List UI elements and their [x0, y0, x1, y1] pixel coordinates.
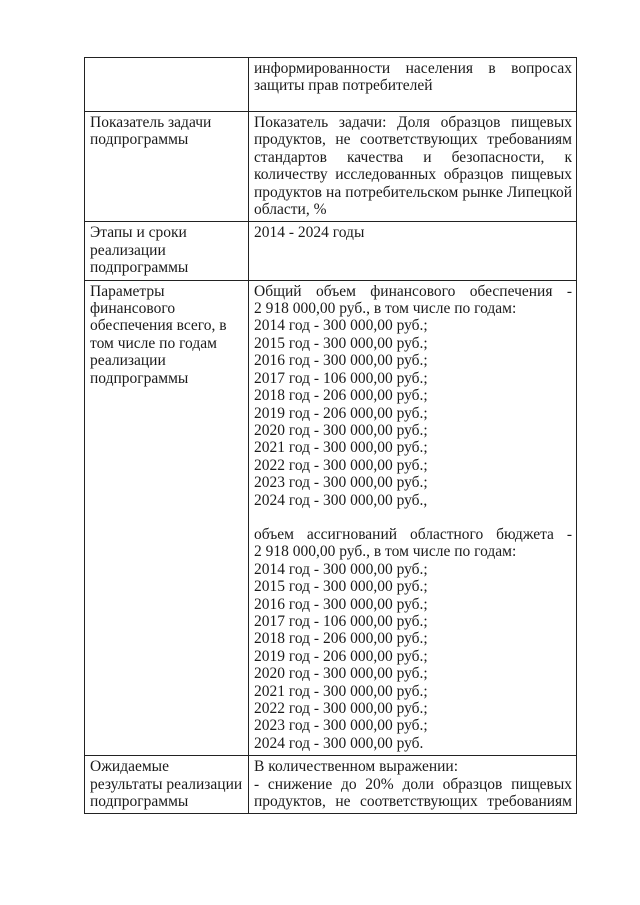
year-list: [254, 561, 572, 752]
year-amount: 2024 год - 300 000,00 руб.: [254, 734, 424, 752]
year-amount: 2021 год - 300 000,00 руб.;: [254, 682, 428, 700]
passport-table: [84, 57, 577, 814]
table-row: [85, 280, 577, 756]
spacer: [254, 509, 572, 526]
year-amount: 2020 год - 300 000,00 руб.;: [254, 421, 428, 439]
text-line: защиты прав потребителей: [254, 77, 433, 95]
year-amount: 2017 год - 106 000,00 руб.;: [254, 369, 428, 387]
year-amount: 2014 год - 300 000,00 руб.;: [254, 560, 428, 578]
year-amount: 2017 год - 106 000,00 руб.;: [254, 612, 428, 630]
year-amount: 2016 год - 300 000,00 руб.;: [254, 352, 428, 370]
row-value: 2014 - 2024 годы: [249, 222, 577, 280]
row-label: Параметры финансового обеспечения всего, в том числе по годам реализации подпрограммы: [85, 280, 249, 756]
text-line: продуктов, не соответствующих требованиям: [254, 131, 572, 149]
year-amount: 2019 год - 206 000,00 руб.;: [254, 404, 428, 422]
year-amount: 2016 год - 300 000,00 руб.;: [254, 595, 428, 613]
text-line: - снижение до 20% доли образцов пищевых: [254, 775, 572, 793]
text-line: информированности населения в вопросах: [254, 60, 572, 77]
text-line: области, %: [254, 201, 327, 219]
year-amount: 2021 год - 300 000,00 руб.;: [254, 439, 428, 457]
budget-total: 2 918 000,00 руб., в том числе по годам:: [254, 543, 517, 561]
row-label: Этапы и сроки реализации подпрограммы: [85, 222, 249, 280]
year-amount: 2020 год - 300 000,00 руб.;: [254, 665, 428, 683]
year-amount: 2024 год - 300 000,00 руб.,: [254, 491, 428, 509]
row-value: [249, 280, 577, 756]
row-label: Показатель задачи подпрограммы: [85, 112, 249, 222]
year-list: [254, 317, 572, 508]
budget-intro: объем ассигнований областного бюджета -: [254, 525, 572, 543]
text-line: продуктов, не соответствующих требованиям: [254, 793, 572, 811]
text-line: В количественном выражении:: [254, 758, 459, 776]
table-row: [85, 756, 577, 814]
year-amount: 2022 год - 300 000,00 руб.;: [254, 456, 428, 474]
year-amount: 2019 год - 206 000,00 руб.;: [254, 647, 428, 665]
text-line: стандартов качества и безопасности, к: [254, 148, 572, 166]
table-row: [85, 58, 577, 112]
financing-intro: Общий объем финансового обеспечения -: [254, 282, 572, 300]
financing-total: 2 918 000,00 руб., в том числе по годам:: [254, 300, 517, 318]
text-line: количеству исследованных образцов пищевых: [254, 166, 572, 184]
text-line: продуктов на потребительском рынке Липецкой: [254, 183, 572, 201]
year-amount: 2018 год - 206 000,00 руб.;: [254, 630, 428, 648]
year-amount: 2014 год - 300 000,00 руб.;: [254, 317, 428, 335]
year-amount: 2022 год - 300 000,00 руб.;: [254, 700, 428, 717]
row-value: [249, 756, 577, 814]
row-label: [85, 58, 249, 112]
table-row: [85, 222, 577, 280]
row-value: [249, 58, 577, 112]
row-label: Ожидаемые результаты реализации подпрограммы: [85, 756, 249, 814]
table-row: [85, 112, 577, 222]
year-amount: 2023 год - 300 000,00 руб.;: [254, 474, 428, 492]
year-amount: 2023 год - 300 000,00 руб.;: [254, 717, 428, 735]
text-line: Показатель задачи: Доля образцов пищевых: [254, 114, 572, 131]
row-value: [249, 112, 577, 222]
year-amount: 2015 год - 300 000,00 руб.;: [254, 578, 428, 596]
year-amount: 2018 год - 206 000,00 руб.;: [254, 387, 428, 405]
year-amount: 2015 год - 300 000,00 руб.;: [254, 334, 428, 352]
